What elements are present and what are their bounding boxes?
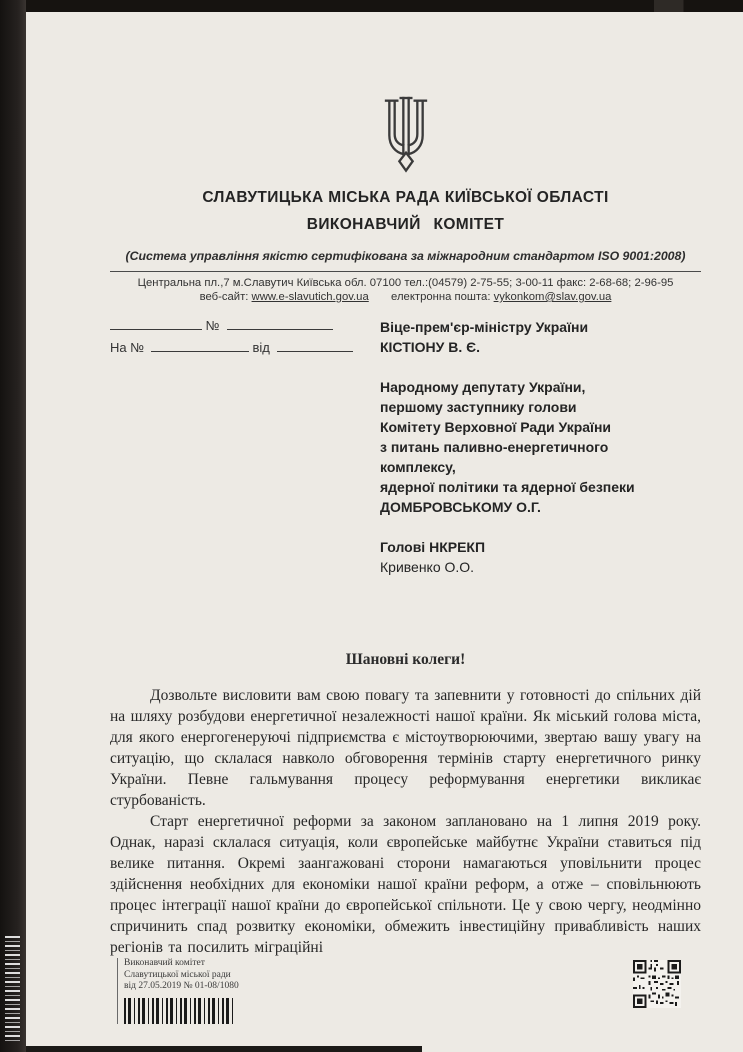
date-blank xyxy=(110,317,202,330)
vid-label: від xyxy=(252,340,270,355)
scan-artifact-top-edge xyxy=(0,0,743,12)
incoming-number-line xyxy=(110,339,380,359)
scan-artifact-left-edge xyxy=(0,0,26,1052)
website-url: www.e-slavutich.gov.ua xyxy=(251,291,369,303)
contacts-line xyxy=(110,291,701,303)
recipient-line: КІСТІОНУ В. Є. xyxy=(380,339,480,355)
registration-barcode-icon xyxy=(124,998,236,1024)
recipient-line: Комітету Верховної Ради України xyxy=(380,419,612,435)
email-address: vykonkom@slav.gov.ua xyxy=(493,291,612,303)
scanner-edge-marks-icon xyxy=(5,936,20,1044)
number-label: № xyxy=(205,318,220,333)
reference-block xyxy=(110,317,380,597)
body-paragraph-1: Дозвольте висловити вам свою повагу та запевнити у готовності до спільних дій на шляху розбудови енергетичної незалежності нашої країни. Як міський голова міста, для якого енергогенеруючі підприємства є містоутворюючими, звертаю вашу увагу на ситуацію, що склалася навколо обговорення термінів старту енергетичного ринку України. Певне гальмування процесу реформування енергетики викликає стурбованість. xyxy=(110,687,701,809)
recipient-line: з питань паливно-енергетичного xyxy=(380,439,609,455)
address-line: Центральна пл.,7 м.Славутич Київська обл. 07100 тел.:(04579) 2-75-55; 3-00-11 факс: 2-68-68; 2-96-95 xyxy=(137,277,674,289)
incoming-date-blank xyxy=(277,339,353,352)
recipient-line: ядерної політики та ядерної безпеки xyxy=(380,479,635,495)
letter-content xyxy=(26,94,743,958)
scan-artifact-bottom-edge xyxy=(26,1046,422,1052)
iso-certification-line: (Система управління якістю сертифікована за міжнародним стандартом ISO 9001:2008) xyxy=(125,249,686,263)
org-name: СЛАВУТИЦЬКА МІСЬКА РАДА КИЇВСЬКОЇ ОБЛАСТІ xyxy=(202,189,609,206)
stamp-line: Славутицької міської ради xyxy=(124,969,231,980)
letterhead-rule xyxy=(110,271,701,272)
reference-and-recipients xyxy=(110,317,701,597)
body-paragraph-2: Старт енергетичної реформи за законом заплановано на 1 липня 2019 року. Однак, наразі склалася ситуація, коли європейське майбутнє України ставиться під велике питання. Окремі заангажовані сторони намагаються уповільнити процес здійснення необхідних для економіки нашої країни реформ, а отже – сповільнюють процес інтеграції нашої країни до європейської спільноти. Це у свою чергу, неодмінно спричинить спад розвитку економіки, обмежить інвестиційну привабливість наших регіонів та посилить міграційні xyxy=(110,813,701,956)
recipient-line: Віце-прем'єр-міністру України xyxy=(380,319,589,335)
recipient-block-deputy xyxy=(380,377,701,517)
outgoing-number-line xyxy=(110,317,380,337)
registration-stamp xyxy=(117,958,239,1024)
ukraine-trident-emblem-icon xyxy=(375,94,437,174)
org-unit: ВИКОНАВЧИЙ КОМІТЕТ xyxy=(306,216,505,233)
recipient-line: Народному депутату України, xyxy=(380,379,586,395)
recipient-line: комплексу, xyxy=(380,459,456,475)
stamp-line: Виконавчий комітет xyxy=(124,958,205,968)
na-number-label: На № xyxy=(110,340,145,355)
salutation: Шановні колеги! xyxy=(345,651,466,668)
number-blank xyxy=(227,317,333,330)
recipients-column xyxy=(380,317,701,597)
website-label: веб-сайт: xyxy=(199,291,249,303)
incoming-number-blank xyxy=(151,339,249,352)
recipient-block-vice-pm xyxy=(380,317,701,357)
recipient-line: ДОМБРОВСЬКОМУ О.Г. xyxy=(380,499,541,515)
recipient-line: Голові НКРЕКП xyxy=(380,539,486,555)
recipient-block-nkrekp xyxy=(380,537,701,577)
recipient-line: Кривенко О.О. xyxy=(380,559,475,575)
qr-code-icon xyxy=(633,960,681,1008)
email-label: електронна пошта: xyxy=(391,291,491,303)
recipient-line: першому заступнику голови xyxy=(380,399,577,415)
stamp-line: від 27.05.2019 № 01-08/1080 xyxy=(124,981,239,991)
